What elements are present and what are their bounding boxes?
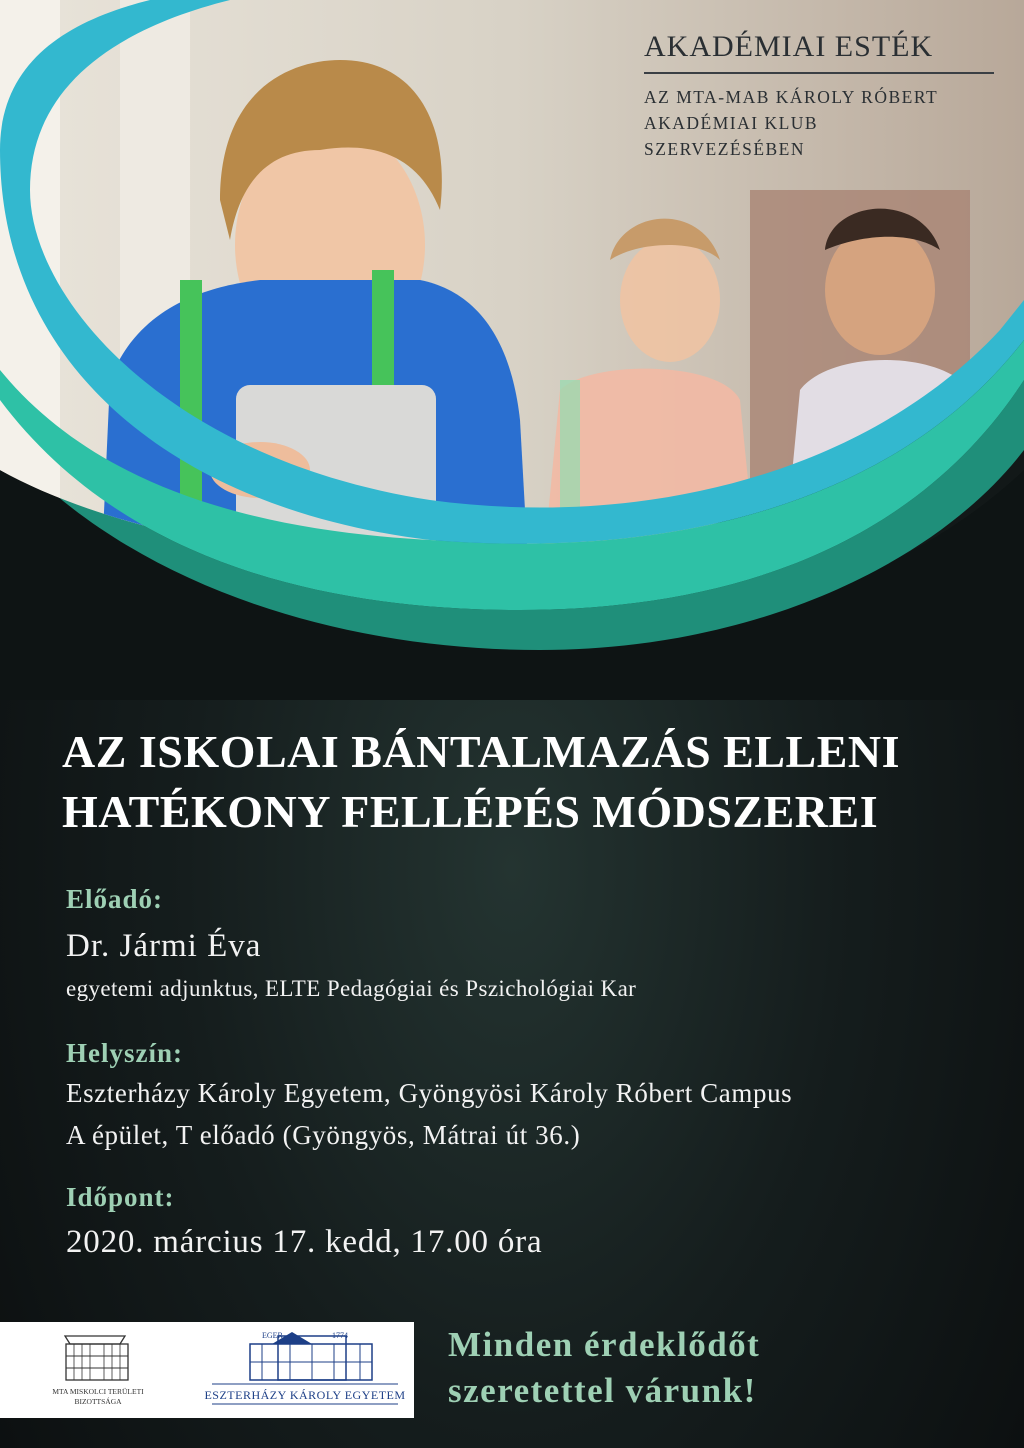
eke-name: ESZTERHÁZY KÁROLY EGYETEM (204, 1388, 406, 1402)
speaker-label: Előadó: (66, 884, 164, 914)
organizer-line: SZERVEZÉSÉBEN (644, 139, 806, 159)
venue-label: Helyszín: (66, 1038, 183, 1068)
closing-line-1: Minden érdeklődőt (448, 1325, 761, 1364)
title-line-1: AZ ISKOLAI BÁNTALMAZÁS ELLENI (62, 726, 901, 777)
closing-line-2: szeretettel várunk! (448, 1371, 757, 1410)
closing-invitation (448, 1322, 760, 1414)
header-photo (0, 0, 1024, 700)
venue-line-2: A épület, T előadó (Gyöngyös, Mátrai út 36.) (66, 1120, 581, 1150)
sponsor-logos (0, 1322, 414, 1418)
logos-graphic (0, 1322, 414, 1418)
time-label: Időpont: (66, 1182, 175, 1212)
mta-building-icon (65, 1336, 128, 1380)
organizer-text (644, 84, 994, 162)
lecture-title (62, 722, 1002, 842)
eke-city: EGER (262, 1331, 283, 1340)
organizer-line: AKADÉMIAI KLUB (644, 113, 819, 133)
venue-line-1: Eszterházy Károly Egyetem, Gyöngyösi Károly Róbert Campus (66, 1078, 793, 1108)
mta-name-line-2: BIZOTTSÁGA (74, 1397, 122, 1406)
event-time: 2020. március 17. kedd, 17.00 óra (66, 1224, 543, 1260)
speaker-affiliation: egyetemi adjunktus, ELTE Pedagógiai és Pszichológiai Kar (66, 976, 637, 1001)
eke-year: 1774 (332, 1331, 348, 1340)
organizer-line: AZ MTA-MAB KÁROLY RÓBERT (644, 87, 939, 107)
mta-name-line-1: MTA MISKOLCI TERÜLETI (52, 1387, 144, 1396)
speaker-name: Dr. Jármi Éva (66, 928, 262, 964)
title-line-2: HATÉKONY FELLÉPÉS MÓDSZEREI (62, 786, 879, 837)
series-title: AKADÉMIAI ESTÉK (644, 30, 994, 74)
event-series-header (644, 30, 994, 162)
